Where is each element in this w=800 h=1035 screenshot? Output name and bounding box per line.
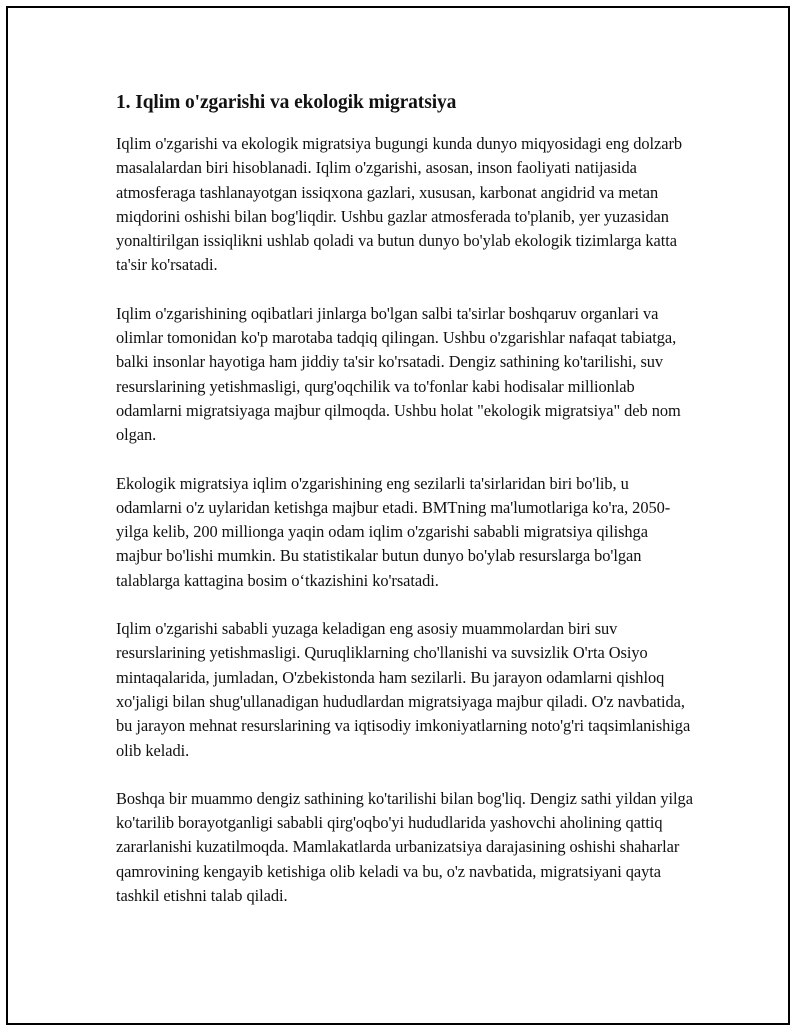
paragraph-5: Boshqa bir muammo dengiz sathining ko'tarilishi bilan bog'liq. Dengiz sathi yildan yilga ko'tarilib borayotganligi sababli qirg'oqbo'yi hududlarida yashovchi aholining qattiq zararlanishi kuzatilmoqda. Mamlakatlarda urbanizatsiya darajasining oshishi shaharlar qamrovining kengayib ketishiga olib keladi va bu, o'z navbatida, migratsiyani qayta tashkil etishni talab qiladi. bbox=[116, 788, 693, 906]
paragraph-4: Iqlim o'zgarishi sababli yuzaga keladigan eng asosiy muammolardan biri suv resurslarining yetishmasligi. Quruqliklarning cho'llanishi va suvsizlik O'rta Osiyo mintaqalarida, jumladan, O'zbekistonda ham sezilarli. Bu jarayon odamlarni qishloq xo'jaligi bilan shug'ullanadigan hududlardan migratsiyaga majbur qiladi. O'z navbatida, bu jarayon mehnat resurslarining va iqtisodiy imkoniyatlarning noto'g'ri taqsimlanishiga olib keladi. bbox=[116, 619, 691, 760]
paragraph-2: Iqlim o'zgarishining oqibatlari jinlarga bo'lgan salbi ta'sirlar boshqaruv organlari va olimlar tomonidan ko'p marotaba tadqiq qilingan. Ushbu o'zgarishlar nafaqat tabiatga, balki insonlar hayotiga ham jiddiy ta'sir ko'rsatadi. Dengiz sathining ko'tarilishi, suv resurslarining yetishmasligi, qurg'oqchilik va to'fonlar kabi hodisalar millionlab odamlarni migratsiyaga majbur qilmoqda. Ushbu holat "ekologik migratsiya" deb nom olgan. bbox=[116, 303, 681, 445]
document-body bbox=[116, 88, 696, 932]
section-heading: 1. Iqlim o'zgarishi va ekologik migratsiya bbox=[116, 92, 457, 113]
paragraph-1: Iqlim o'zgarishi va ekologik migratsiya bugungi kunda dunyo miqyosidagi eng dolzarb masalalardan biri hisoblanadi. Iqlim o'zgarishi, asosan, inson faoliyati natijasida atmosferaga tashlanayotgan issiqxona gazlari, xususan, karbonat angidrid va metan miqdorini oshishi bilan bog'liqdir. Ushbu gazlar atmosferada to'planib, yer yuzasidan yonaltirilgan issiqlikni ushlab qoladi va butun dunyo bo'ylab ekologik tizimlarga katta ta'sir ko'rsatadi. bbox=[116, 134, 683, 275]
paragraph-3: Ekologik migratsiya iqlim o'zgarishining eng sezilarli ta'sirlaridan biri bo'lib, u odamlarni o'z uylaridan ketishga majbur etadi. BMTning ma'lumotlariga ko'ra, 2050-yilga kelib, 200 millionga yaqin odam iqlim o'zgarishi sababli migratsiya qilishga majbur bo'lishi mumkin. Bu statistikalar butun dunyo bo'ylab resurslarga bo'lgan talablarga kattagina bosim o‘tkazishini ko'rsatadi. bbox=[116, 473, 671, 590]
